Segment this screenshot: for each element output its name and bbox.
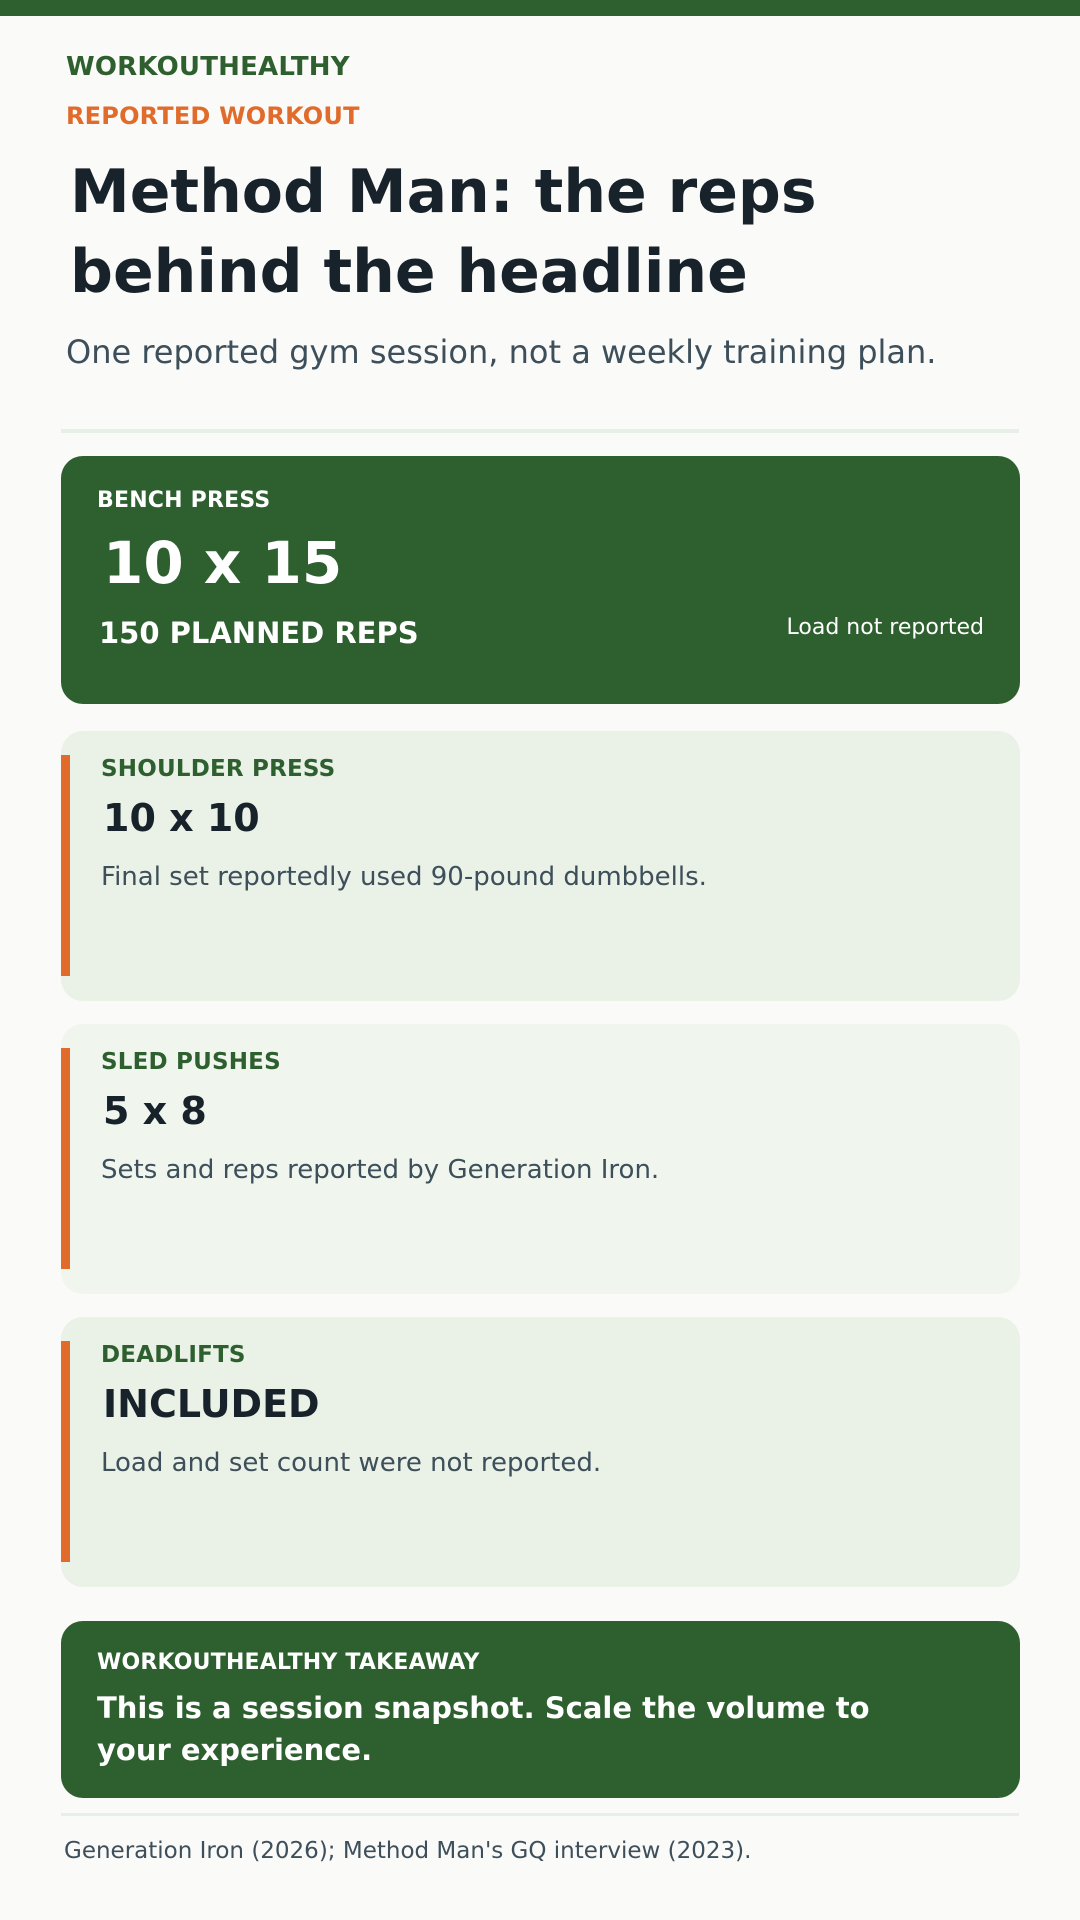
takeaway-card <box>61 1621 1020 1798</box>
exercise-note: Sets and reps reported by Generation Iron. <box>101 1155 660 1185</box>
brand-name: WORKOUTHEALTHY <box>66 52 350 82</box>
page-subtitle: One reported gym session, not a weekly training plan. <box>66 333 937 371</box>
exercise-card-shoulder-press <box>61 731 1020 1001</box>
takeaway-label: WORKOUTHEALTHY TAKEAWAY <box>97 1650 480 1675</box>
header-divider <box>61 429 1019 433</box>
hero-exercise-name: BENCH PRESS <box>97 488 271 513</box>
hero-planned-reps: 150 PLANNED REPS <box>99 616 419 650</box>
exercise-name: DEADLIFTS <box>101 1342 246 1368</box>
exercise-note: Final set reportedly used 90-pound dumbbells. <box>101 862 707 892</box>
exercise-card-deadlifts <box>61 1317 1020 1587</box>
page-title: Method Man: the reps behind the headline <box>70 157 817 307</box>
hero-sets-reps: 10 x 15 <box>103 529 343 597</box>
exercise-note: Load and set count were not reported. <box>101 1448 602 1478</box>
card-accent-bar <box>61 755 70 976</box>
card-accent-bar <box>61 1341 70 1562</box>
top-accent-bar <box>0 0 1080 16</box>
exercise-sets-reps: 5 x 8 <box>103 1089 207 1133</box>
exercise-sets-reps: 10 x 10 <box>103 796 260 840</box>
article-kicker: REPORTED WORKOUT <box>66 102 360 130</box>
exercise-name: SHOULDER PRESS <box>101 756 336 782</box>
exercise-card-sled-pushes <box>61 1024 1020 1294</box>
source-citation: Generation Iron (2026); Method Man's GQ interview (2023). <box>64 1838 752 1864</box>
exercise-sets-reps: INCLUDED <box>103 1382 320 1426</box>
bench-press-hero-card <box>61 456 1020 704</box>
exercise-name: SLED PUSHES <box>101 1049 281 1075</box>
card-accent-bar <box>61 1048 70 1269</box>
hero-load-note: Load not reported <box>786 615 984 640</box>
takeaway-text: This is a session snapshot. Scale the volume to your experience. <box>97 1691 870 1767</box>
footer-divider <box>61 1813 1019 1816</box>
